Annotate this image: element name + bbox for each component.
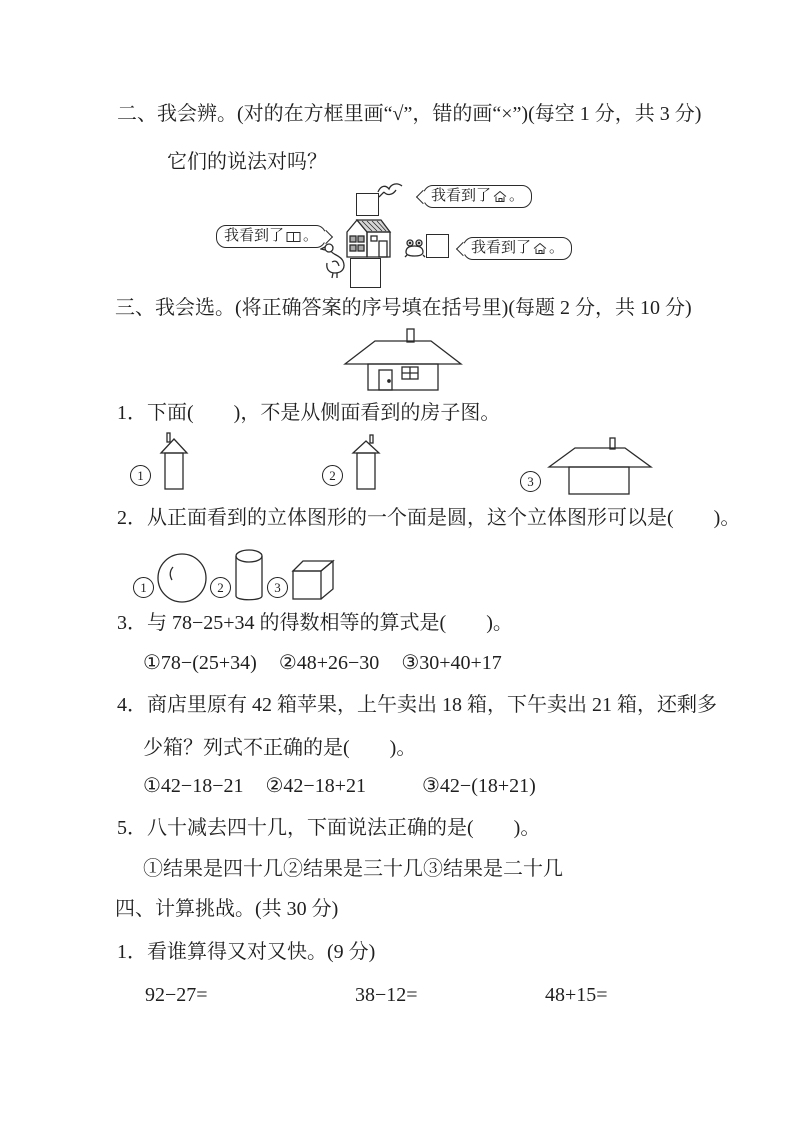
house-side-view-figure xyxy=(346,430,386,492)
answer-checkbox-duck[interactable] xyxy=(350,258,381,288)
q3-option-2: ②48+26−30 xyxy=(278,652,380,674)
bubble-period: 。 xyxy=(509,188,525,204)
frog-figure xyxy=(404,238,426,258)
bubble-period: 。 xyxy=(303,228,319,244)
flying-bird-figure xyxy=(376,180,404,202)
cylinder-figure xyxy=(233,548,265,604)
section-two-heading: 二、我会辨。(对的在方框里画“√”，错的画“×”)(每空 1 分，共 3 分) xyxy=(117,103,702,125)
house-front-view-figure xyxy=(544,436,656,498)
q4-option-3: ③42−(18+21) xyxy=(422,775,536,797)
q4-option-2: ②42−18+21 xyxy=(265,775,366,797)
q4-option-1: ①42−18−21 xyxy=(143,775,244,797)
q1-option-3 xyxy=(520,436,656,498)
house-main-figure xyxy=(338,328,468,392)
window-side-icon xyxy=(286,231,301,243)
house-3d-figure xyxy=(344,213,392,259)
option-circle-label: 1 xyxy=(130,465,151,486)
option-circle-label: 2 xyxy=(210,577,231,598)
q2-text: 2．从正面看到的立体图形的一个面是圆，这个立体图形可以是( )。 xyxy=(117,507,741,529)
q5-text: 5．八十减去四十几，下面说法正确的是( )。 xyxy=(117,817,541,839)
house-views-illustration xyxy=(180,173,600,303)
q3-text: 3．与 78−25+34 的得数相等的算式是( )。 xyxy=(117,612,513,634)
house-front-icon xyxy=(493,190,507,203)
option-circle-label: 2 xyxy=(322,465,343,486)
bubble-text: 我看到了 xyxy=(431,188,492,204)
equation-3: 48+15= xyxy=(545,984,608,1006)
option-circle-label: 3 xyxy=(520,471,541,492)
section-three-heading: 三、我会选。(将正确答案的序号填在括号里)(每题 2 分，共 10 分) xyxy=(115,297,692,319)
bubble-period: 。 xyxy=(549,240,565,256)
q3-option-1: ①78−(25+34) xyxy=(143,652,257,674)
q4-options xyxy=(143,773,536,798)
q4-text-line1: 4．商店里原有 42 箱苹果，上午卖出 18 箱，下午卖出 21 箱，还剩多 xyxy=(117,694,717,716)
bubble-text: 我看到了 xyxy=(224,228,285,244)
q3-option-3: ③30+40+17 xyxy=(401,652,502,674)
sphere-figure xyxy=(156,552,208,604)
q4-text-line2: 少箱？列式不正确的是( )。 xyxy=(143,737,417,759)
q1-options-row xyxy=(130,430,710,498)
section-four-heading: 四、计算挑战。(共 30 分) xyxy=(115,898,339,920)
q5-options: ①结果是四十几②结果是三十几③结果是二十几 xyxy=(143,858,563,880)
q1-option-1 xyxy=(130,430,194,492)
q1-option-2 xyxy=(322,430,386,492)
section-two-prompt: 它们的说法对吗？ xyxy=(167,151,327,173)
equation-2: 38−12= xyxy=(355,984,418,1006)
equation-1: 92−27= xyxy=(145,984,208,1006)
bubble-text: 我看到了 xyxy=(471,240,532,256)
answer-checkbox-frog[interactable] xyxy=(426,234,449,258)
speech-bubble-duck xyxy=(216,225,326,248)
speech-bubble-frog xyxy=(463,237,572,260)
speech-bubble-bird xyxy=(423,185,532,208)
q1-text: 1．下面( )，不是从侧面看到的房子图。 xyxy=(117,402,501,424)
option-circle-label: 3 xyxy=(267,577,288,598)
section-four-sub: 1．看谁算得又对又快。(9 分) xyxy=(117,941,376,963)
option-circle-label: 1 xyxy=(133,577,154,598)
cube-figure xyxy=(290,558,336,604)
house-front-icon xyxy=(533,242,547,255)
q3-options xyxy=(143,650,502,675)
q2-options-row xyxy=(133,548,336,604)
house-side-view-figure xyxy=(154,430,194,492)
